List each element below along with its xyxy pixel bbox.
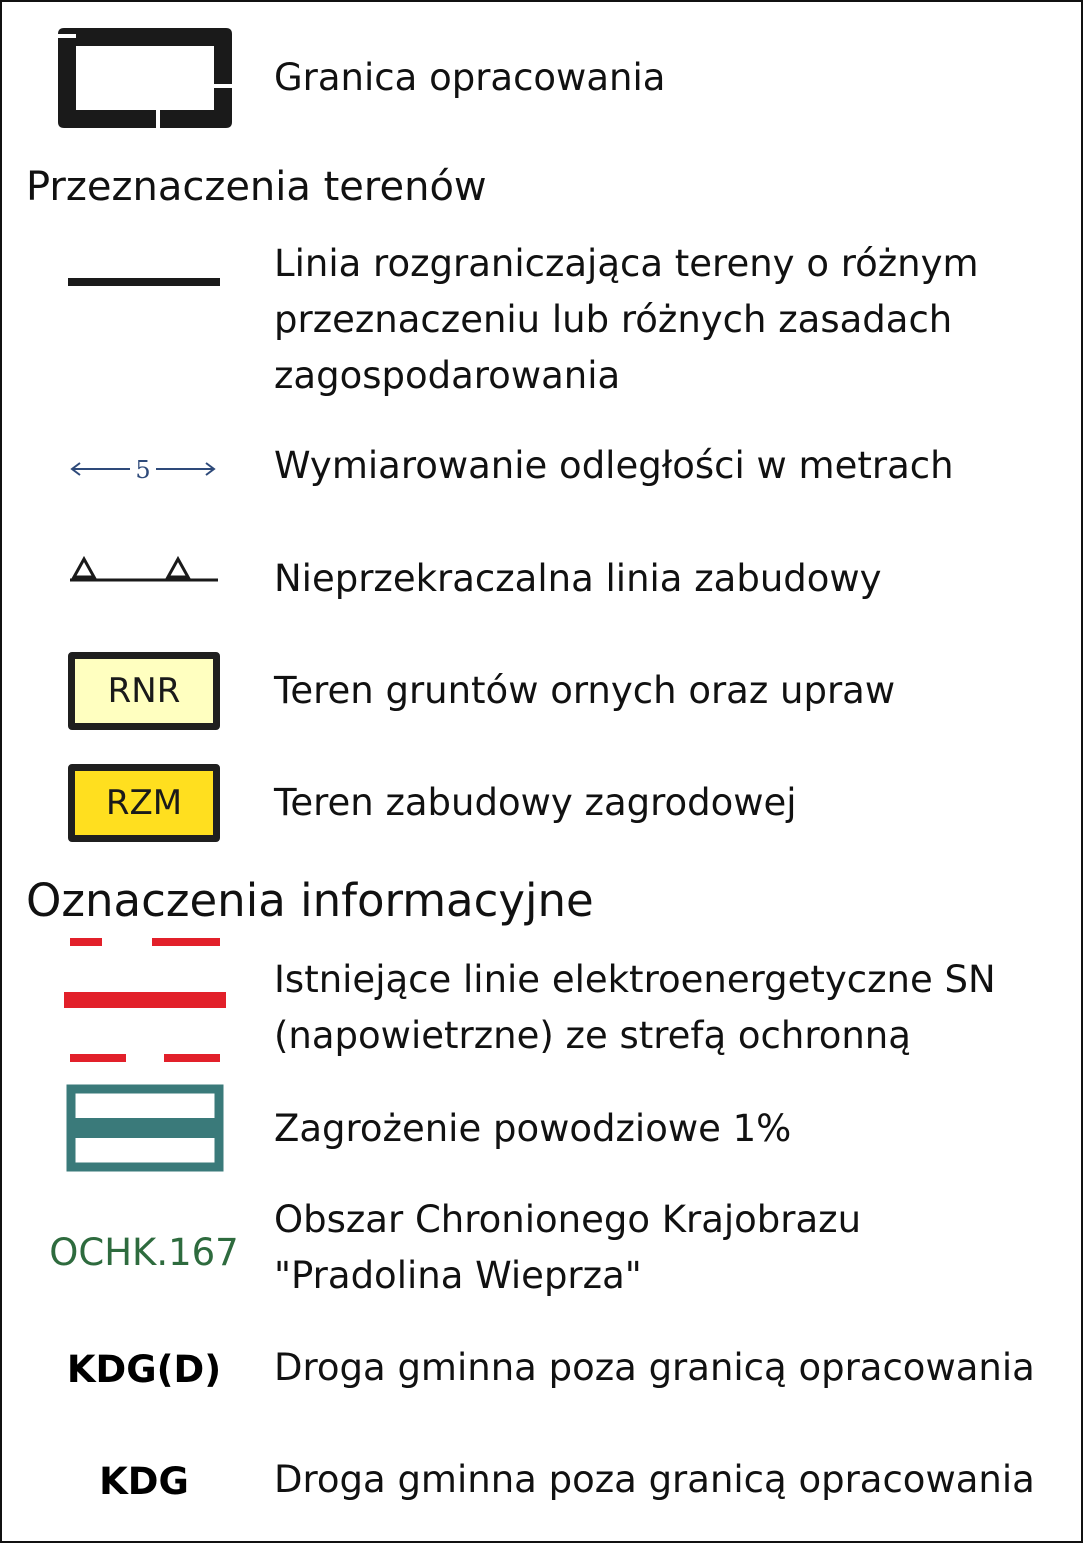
kdg-d-code: KDG(D) xyxy=(66,1348,222,1391)
ochk-label-2: "Pradolina Wieprza" xyxy=(274,1254,642,1297)
solid-line-icon xyxy=(68,276,222,288)
ochk-label-1: Obszar Chronionego Krajobrazu xyxy=(274,1198,862,1241)
boundary-frame-icon xyxy=(56,26,234,130)
rnr-label: Teren gruntów ornych oraz upraw xyxy=(274,669,896,712)
section-heading-informational: Oznaczenia informacyjne xyxy=(26,874,594,927)
dimension-value: 5 xyxy=(135,456,151,484)
flood-zone-label: Zagrożenie powodziowe 1% xyxy=(274,1107,792,1150)
dividing-line-label-1: Linia rozgraniczająca tereny o różnym xyxy=(274,242,979,285)
ochk-code: OCHK.167 xyxy=(49,1231,239,1274)
rzm-symbol xyxy=(68,764,220,842)
dimension-label: Wymiarowanie odległości w metrach xyxy=(274,444,954,487)
dimension-arrow-icon xyxy=(68,452,220,486)
section-heading-land-use: Przeznaczenia terenów xyxy=(26,164,487,210)
power-line-label-2: (napowietrzne) ze strefą ochronną xyxy=(274,1014,911,1057)
rzm-code: RZM xyxy=(105,783,183,823)
power-line-label-1: Istniejące linie elektroenergetyczne SN xyxy=(274,958,996,1001)
rnr-symbol xyxy=(68,652,220,730)
dividing-line-label-2: przeznaczeniu lub różnych zasadach xyxy=(274,298,953,341)
building-line-label: Nieprzekraczalna linia zabudowy xyxy=(274,557,882,600)
kdg-label: Droga gminna poza granicą opracowania xyxy=(274,1458,1035,1501)
flood-zone-icon xyxy=(66,1084,224,1172)
kdg-code: KDG xyxy=(99,1460,189,1503)
dividing-line-label-3: zagospodarowania xyxy=(274,354,621,397)
boundary-label: Granica opracowania xyxy=(274,56,666,99)
rzm-label: Teren zabudowy zagrodowej xyxy=(274,781,797,824)
building-line-icon xyxy=(68,552,220,586)
power-line-icon xyxy=(62,936,228,1066)
rnr-code: RNR xyxy=(107,671,181,711)
kdg-d-label: Droga gminna poza granicą opracowania xyxy=(274,1346,1035,1389)
